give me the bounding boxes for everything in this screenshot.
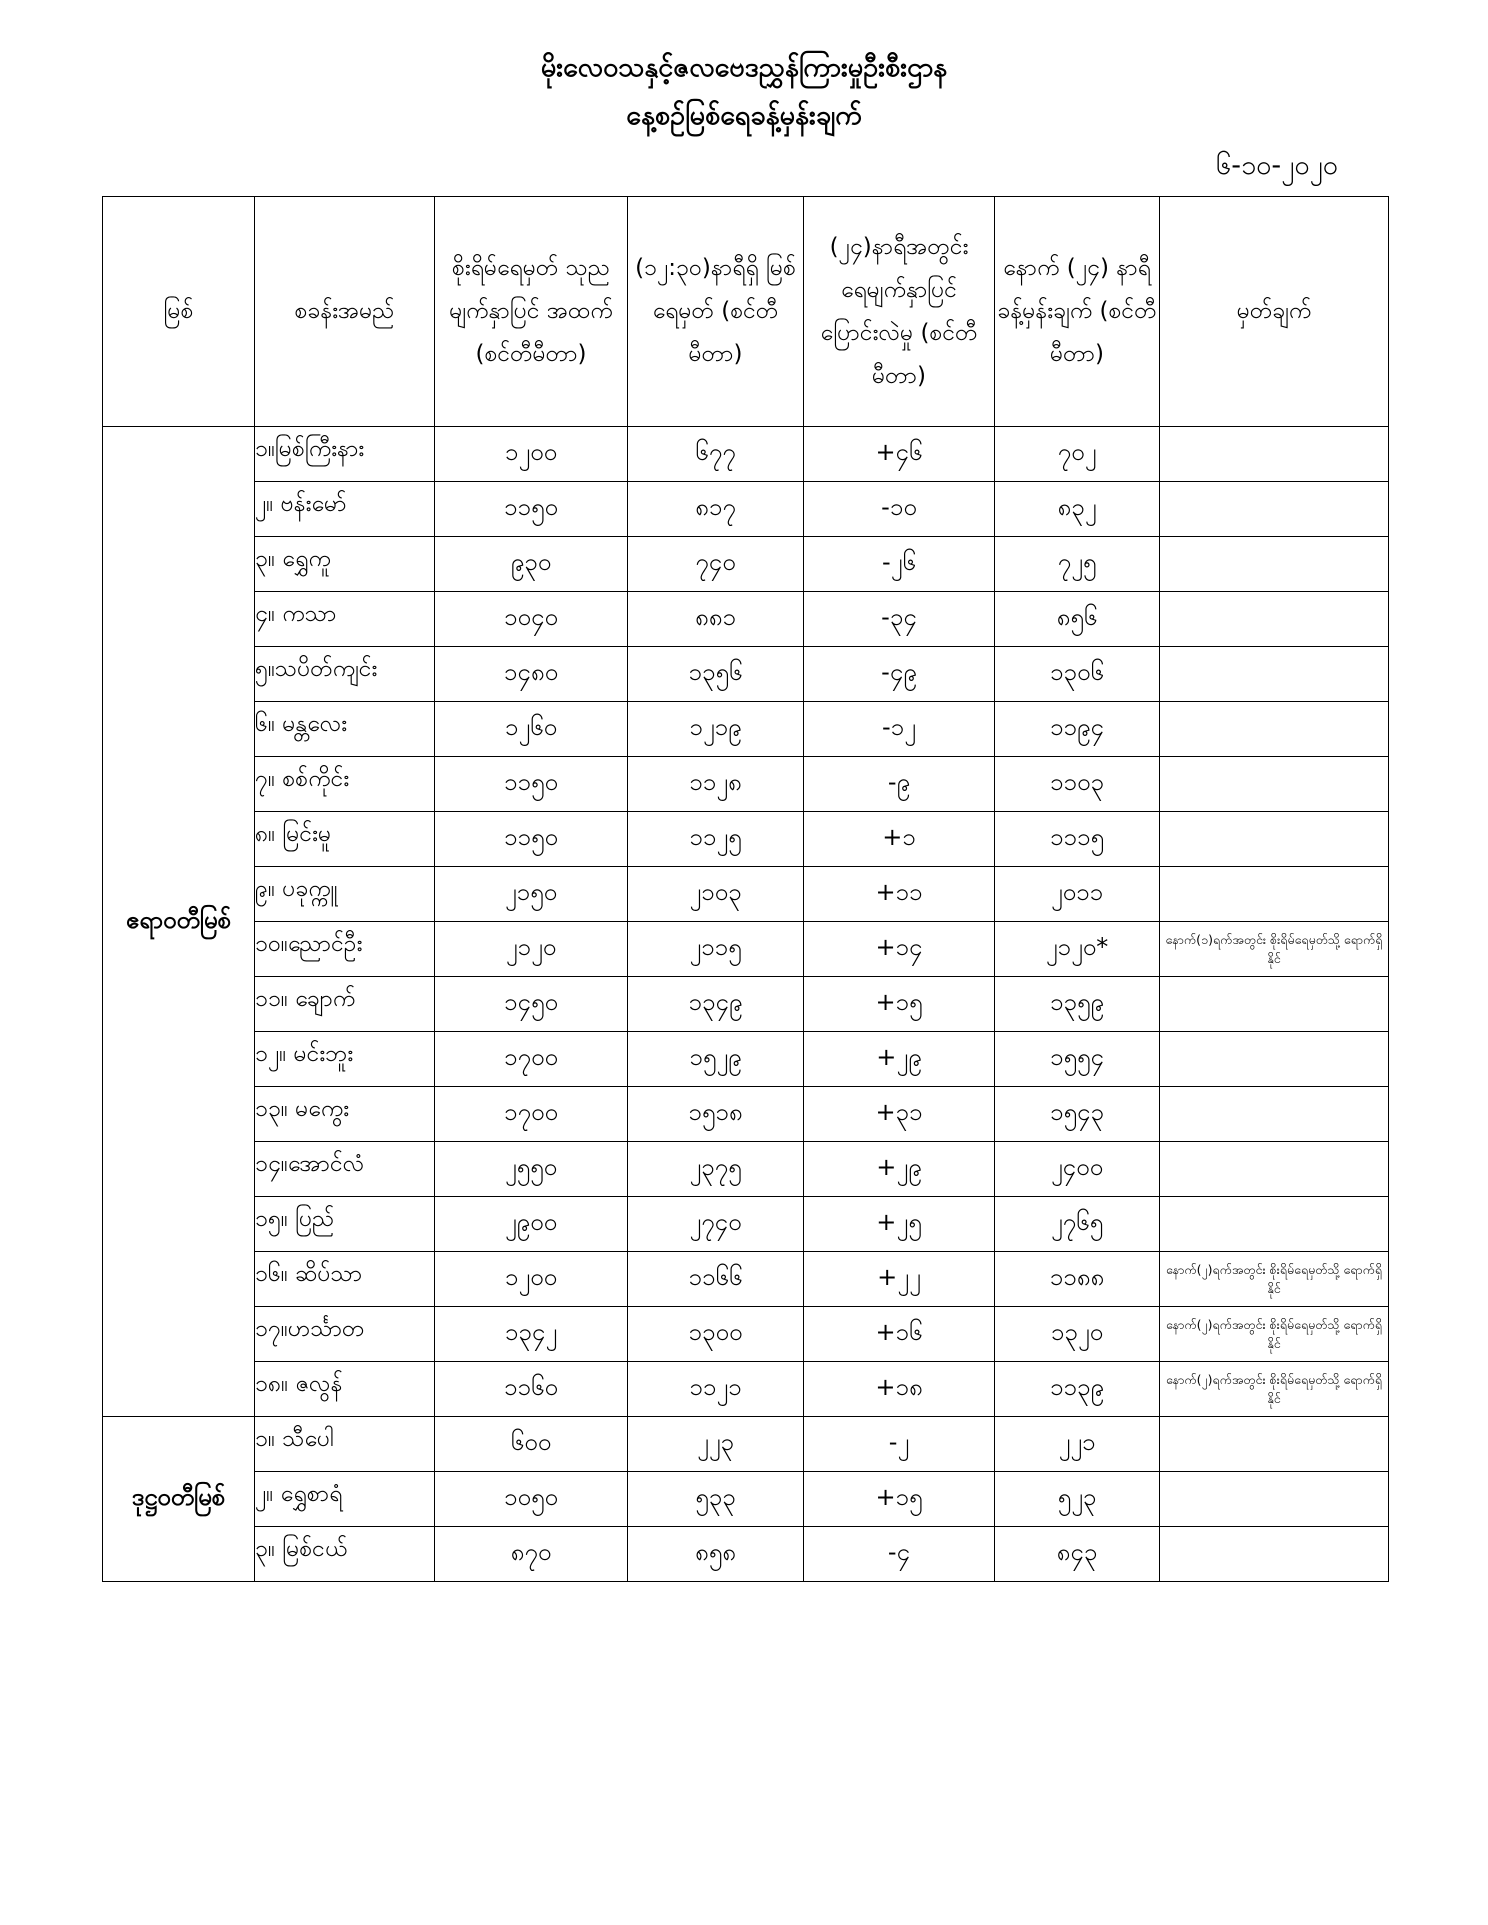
remark-cell [1160, 592, 1389, 647]
station-name: ၁၁။ ချောက် [255, 977, 435, 1032]
col-header-forecast: နောက် (၂၄) နာရီ ခန့်မှန်းချက် (စင်တီမီတာ) [995, 197, 1160, 427]
remark-cell [1160, 1527, 1389, 1582]
station-name: ၇။ စစ်ကိုင်း [255, 757, 435, 812]
danger-level-cell: ၁၇၀၀ [435, 1087, 628, 1142]
forecast-cell: ၂၁၂၀* [995, 922, 1160, 977]
danger-level-cell: ၁၀၄၀ [435, 592, 628, 647]
station-name: ၂။ ရွှေစာရံ [255, 1472, 435, 1527]
change-cell: +၂၉ [804, 1142, 995, 1197]
change-cell: +၄၆ [804, 427, 995, 482]
table-row [103, 1032, 1389, 1087]
current-level-cell: ၂၁၁၅ [628, 922, 804, 977]
table-row [103, 1527, 1389, 1582]
table-row [103, 1362, 1389, 1417]
forecast-cell: ၇၀၂ [995, 427, 1160, 482]
forecast-cell: ၁၁၉၄ [995, 702, 1160, 757]
table-row [103, 977, 1389, 1032]
col-header-change: (၂၄)နာရီအတွင်း ရေမျက်နှာပြင် ပြောင်းလဲမှု (စင်တီမီတာ) [804, 197, 995, 427]
current-level-cell: ၁၁၂၅ [628, 812, 804, 867]
table-row [103, 1417, 1389, 1472]
remark-cell [1160, 757, 1389, 812]
current-level-cell: ၆၇၇ [628, 427, 804, 482]
change-cell: +၁၄ [804, 922, 995, 977]
table-row [103, 1197, 1389, 1252]
forecast-cell: ၂၄၀၀ [995, 1142, 1160, 1197]
danger-level-cell: ၁၁၆၀ [435, 1362, 628, 1417]
forecast-cell: ၁၃၂၀ [995, 1307, 1160, 1362]
danger-level-cell: ၁၁၅၀ [435, 812, 628, 867]
remark-cell [1160, 1142, 1389, 1197]
change-cell: +၁ [804, 812, 995, 867]
forecast-cell: ၁၃၀၆ [995, 647, 1160, 702]
change-cell: +၁၆ [804, 1307, 995, 1362]
table-row [103, 592, 1389, 647]
current-level-cell: ၂၃၇၅ [628, 1142, 804, 1197]
station-name: ၁။ သီပေါ [255, 1417, 435, 1472]
station-name: ၁၀။ညောင်ဦး [255, 922, 435, 977]
table-row [103, 482, 1389, 537]
col-header-station: စခန်းအမည် [255, 197, 435, 427]
remark-cell [1160, 647, 1389, 702]
station-name: ၁၈။ ဇလွန် [255, 1362, 435, 1417]
table-row [103, 1087, 1389, 1142]
table-row [103, 1307, 1389, 1362]
danger-level-cell: ၈၇၀ [435, 1527, 628, 1582]
danger-level-cell: ၂၉၀၀ [435, 1197, 628, 1252]
danger-level-cell: ၁၃၄၂ [435, 1307, 628, 1362]
station-name: ၂။ ဗန်းမော် [255, 482, 435, 537]
change-cell: -၁၂ [804, 702, 995, 757]
current-level-cell: ၂၂၃ [628, 1417, 804, 1472]
danger-level-cell: ၉၃၀ [435, 537, 628, 592]
remark-cell: နောက်(၂)ရက်အတွင်း စိုးရိမ်ရေမှတ်သို့ ရောက်ရှိနိုင် [1160, 1252, 1389, 1307]
change-cell: +၁၁ [804, 867, 995, 922]
report-date: ၆-၁၀-၂၀၂၀ [1216, 150, 1338, 181]
remark-cell: နောက်(၁)ရက်အတွင်း စိုးရိမ်ရေမှတ်သို့ ရောက်ရှိနိုင် [1160, 922, 1389, 977]
station-name: ၈။ မြင်းမူ [255, 812, 435, 867]
remark-cell [1160, 977, 1389, 1032]
table-row [103, 647, 1389, 702]
table-row [103, 702, 1389, 757]
danger-level-cell: ၁၂၀၀ [435, 1252, 628, 1307]
remark-cell [1160, 482, 1389, 537]
danger-level-cell: ၁၂၀၀ [435, 427, 628, 482]
forecast-cell: ၂၂၁ [995, 1417, 1160, 1472]
current-level-cell: ၁၁၆၆ [628, 1252, 804, 1307]
table-row [103, 1252, 1389, 1307]
table-row [103, 757, 1389, 812]
river-name: ဒုဋ္ဌဝတီမြစ် [103, 1417, 255, 1582]
remark-cell [1160, 1032, 1389, 1087]
forecast-cell: ၁၁၀၃ [995, 757, 1160, 812]
remark-cell [1160, 702, 1389, 757]
report-title: နေ့စဉ်မြစ်ရေခန့်မှန်းချက် [626, 100, 862, 131]
danger-level-cell: ၁၇၀၀ [435, 1032, 628, 1087]
current-level-cell: ၈၈၁ [628, 592, 804, 647]
current-level-cell: ၁၂၁၉ [628, 702, 804, 757]
current-level-cell: ၁၃၄၉ [628, 977, 804, 1032]
current-level-cell: ၂၇၄၀ [628, 1197, 804, 1252]
change-cell: +၂၉ [804, 1032, 995, 1087]
col-header-river: မြစ် [103, 197, 255, 427]
station-name: ၃။ မြစ်ငယ် [255, 1527, 435, 1582]
danger-level-cell: ၁၀၅၀ [435, 1472, 628, 1527]
change-cell: +၁၅ [804, 977, 995, 1032]
current-level-cell: ၁၅၁၈ [628, 1087, 804, 1142]
agency-title: မိုးလေဝသနှင့်ဇလဗေဒညွှန်ကြားမှုဦးစီးဌာန [540, 52, 948, 83]
forecast-cell: ၈၅၆ [995, 592, 1160, 647]
danger-level-cell: ၂၁၂၀ [435, 922, 628, 977]
current-level-cell: ၈၅၈ [628, 1527, 804, 1582]
change-cell: -၄ [804, 1527, 995, 1582]
remark-cell [1160, 1087, 1389, 1142]
danger-level-cell: ၁၄၅၀ [435, 977, 628, 1032]
remark-cell [1160, 812, 1389, 867]
table-row [103, 812, 1389, 867]
forecast-cell: ၁၁၁၅ [995, 812, 1160, 867]
station-name: ၅။သပိတ်ကျင်း [255, 647, 435, 702]
table-row [103, 427, 1389, 482]
current-level-cell: ၅၃၃ [628, 1472, 804, 1527]
change-cell: -၃၄ [804, 592, 995, 647]
remark-cell [1160, 427, 1389, 482]
river-forecast-table [102, 196, 1389, 1582]
current-level-cell: ၁၃၀၀ [628, 1307, 804, 1362]
remark-cell [1160, 1472, 1389, 1527]
station-name: ၃။ ရွှေကူ [255, 537, 435, 592]
current-level-cell: ၁၅၂၉ [628, 1032, 804, 1087]
change-cell: -၂၆ [804, 537, 995, 592]
remark-cell: နောက်(၂)ရက်အတွင်း စိုးရိမ်ရေမှတ်သို့ ရောက်ရှိနိုင် [1160, 1362, 1389, 1417]
station-name: ၁၇။ဟင်္သာတ [255, 1307, 435, 1362]
remark-cell [1160, 867, 1389, 922]
forecast-cell: ၈၃၂ [995, 482, 1160, 537]
forecast-cell: ၁၁၈၈ [995, 1252, 1160, 1307]
col-header-remarks: မှတ်ချက် [1160, 197, 1389, 427]
forecast-cell: ၁၅၅၄ [995, 1032, 1160, 1087]
station-name: ၁။မြစ်ကြီးနား [255, 427, 435, 482]
forecast-cell: ၅၂၃ [995, 1472, 1160, 1527]
forecast-cell: ၁၅၄၃ [995, 1087, 1160, 1142]
forecast-cell: ၁၁၃၉ [995, 1362, 1160, 1417]
change-cell: -၉ [804, 757, 995, 812]
current-level-cell: ၁၁၂၁ [628, 1362, 804, 1417]
current-level-cell: ၁၃၅၆ [628, 647, 804, 702]
current-level-cell: ၈၁၇ [628, 482, 804, 537]
change-cell: +၁၈ [804, 1362, 995, 1417]
station-name: ၆။ မန္တလေး [255, 702, 435, 757]
danger-level-cell: ၆၀၀ [435, 1417, 628, 1472]
danger-level-cell: ၁၄၈၀ [435, 647, 628, 702]
station-name: ၁၅။ ပြည် [255, 1197, 435, 1252]
change-cell: -၄၉ [804, 647, 995, 702]
forecast-cell: ၂၇၆၅ [995, 1197, 1160, 1252]
col-header-current-level: (၁၂:၃၀)နာရီရှိ မြစ်ရေမှတ် (စင်တီမီတာ) [628, 197, 804, 427]
danger-level-cell: ၁၂၆၀ [435, 702, 628, 757]
danger-level-cell: ၂၅၅၀ [435, 1142, 628, 1197]
forecast-cell: ၈၄၃ [995, 1527, 1160, 1582]
station-name: ၉။ ပခုက္ကူ [255, 867, 435, 922]
change-cell: +၃၁ [804, 1087, 995, 1142]
station-name: ၁၃။ မကွေး [255, 1087, 435, 1142]
header-row [103, 197, 1389, 427]
forecast-cell: ၇၂၅ [995, 537, 1160, 592]
col-header-danger-level: စိုးရိမ်ရေမှတ် သုညမျက်နှာပြင် အထက် (စင်တီမီတာ) [435, 197, 628, 427]
table-row [103, 537, 1389, 592]
danger-level-cell: ၁၁၅၀ [435, 757, 628, 812]
table-row [103, 867, 1389, 922]
table-row [103, 1142, 1389, 1197]
remark-cell [1160, 537, 1389, 592]
change-cell: +၂၂ [804, 1252, 995, 1307]
river-name: ဧရာဝတီမြစ် [103, 427, 255, 1417]
current-level-cell: ၂၁၀၃ [628, 867, 804, 922]
forecast-cell: ၁၃၅၉ [995, 977, 1160, 1032]
remark-cell [1160, 1197, 1389, 1252]
station-name: ၁၆။ ဆိပ်သာ [255, 1252, 435, 1307]
station-name: ၁၄။အောင်လံ [255, 1142, 435, 1197]
change-cell: +၂၅ [804, 1197, 995, 1252]
station-name: ၄။ ကသာ [255, 592, 435, 647]
danger-level-cell: ၂၁၅၀ [435, 867, 628, 922]
danger-level-cell: ၁၁၅၀ [435, 482, 628, 537]
table-row [103, 1472, 1389, 1527]
table-row [103, 922, 1389, 977]
change-cell: -၂ [804, 1417, 995, 1472]
station-name: ၁၂။ မင်းဘူး [255, 1032, 435, 1087]
remark-cell: နောက်(၂)ရက်အတွင်း စိုးရိမ်ရေမှတ်သို့ ရောက်ရှိနိုင် [1160, 1307, 1389, 1362]
remark-cell [1160, 1417, 1389, 1472]
current-level-cell: ၇၄၀ [628, 537, 804, 592]
current-level-cell: ၁၁၂၈ [628, 757, 804, 812]
forecast-cell: ၂၀၁၁ [995, 867, 1160, 922]
change-cell: -၁၀ [804, 482, 995, 537]
change-cell: +၁၅ [804, 1472, 995, 1527]
